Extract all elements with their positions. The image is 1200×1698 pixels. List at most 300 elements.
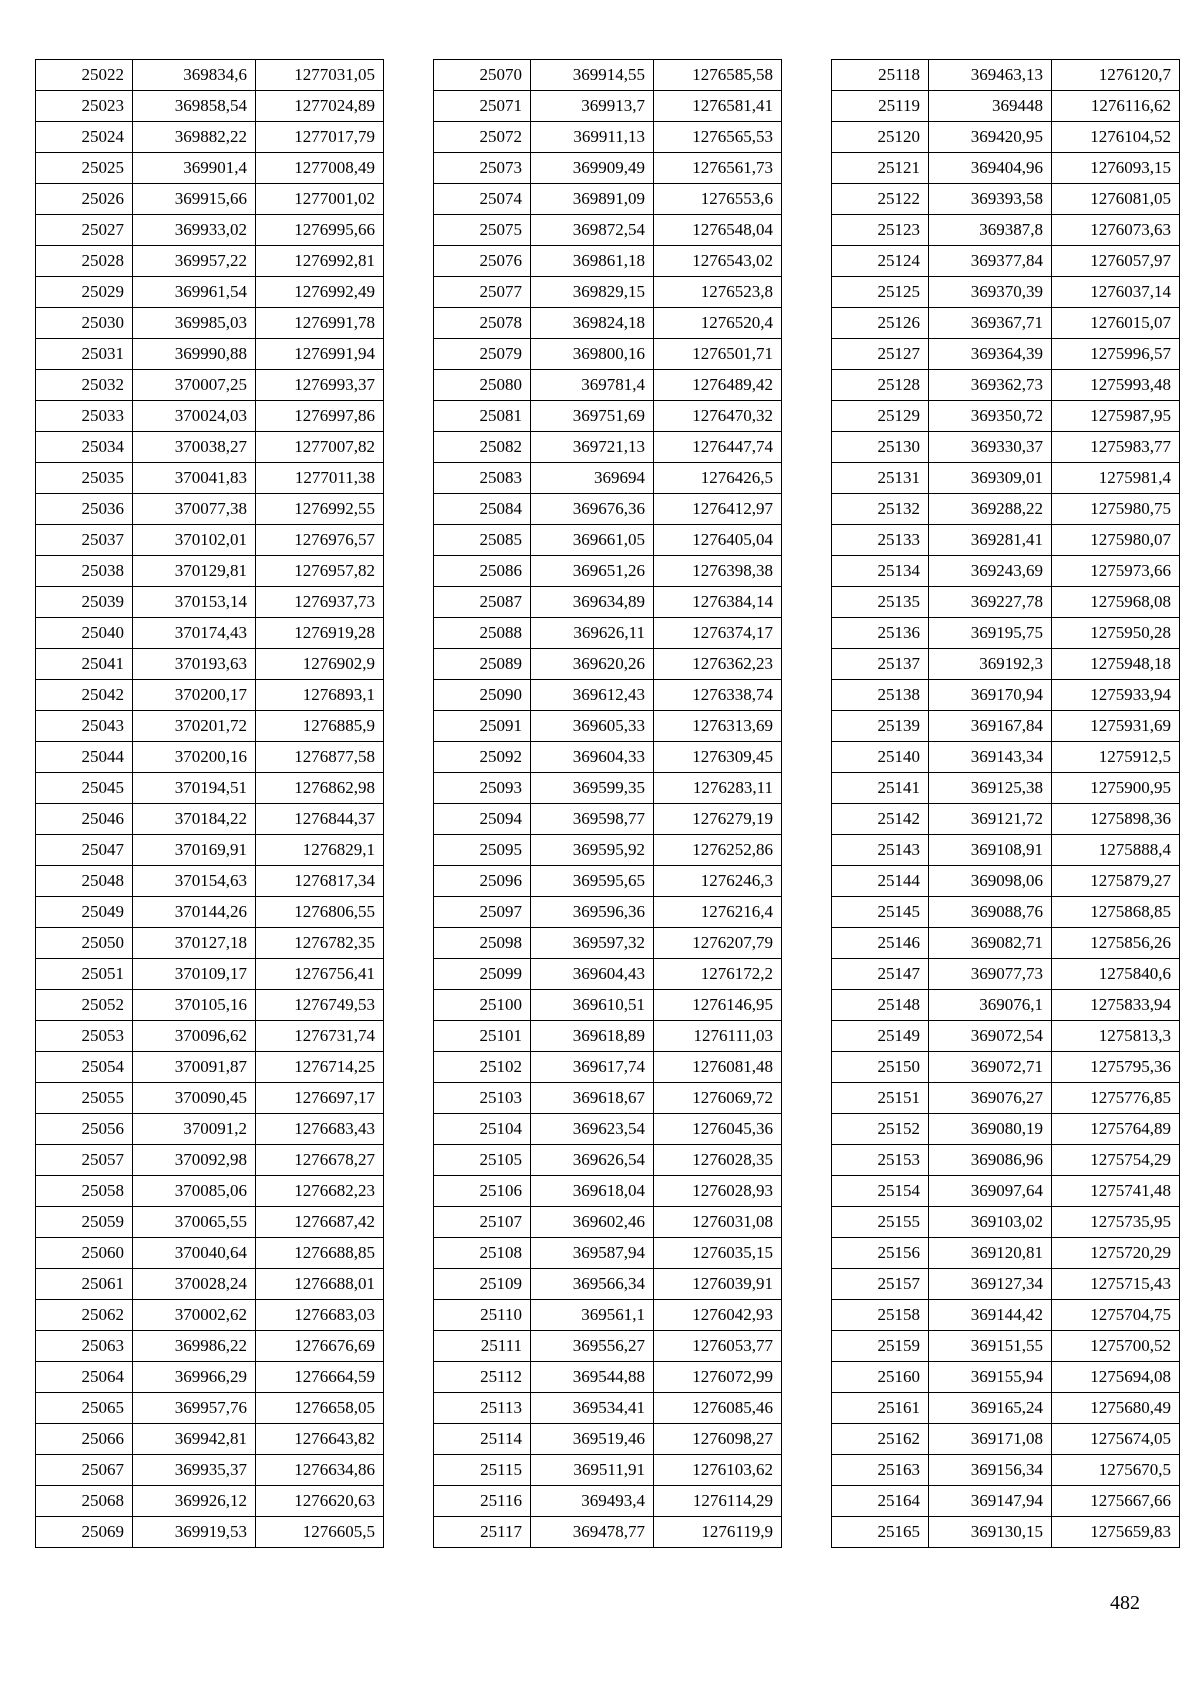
y-coordinate-cell: 1275694,08 (1052, 1362, 1180, 1393)
table-row (832, 928, 1180, 959)
table-row (36, 742, 384, 773)
y-coordinate-cell: 1276688,85 (256, 1238, 384, 1269)
x-coordinate-cell: 369227,78 (929, 587, 1052, 618)
x-coordinate-cell: 369596,36 (531, 897, 654, 928)
table-row (434, 1486, 782, 1517)
point-id-cell: 25155 (832, 1207, 929, 1238)
table-row (832, 1145, 1180, 1176)
y-coordinate-cell: 1276426,5 (654, 463, 782, 494)
x-coordinate-cell: 369556,27 (531, 1331, 654, 1362)
table-row (434, 773, 782, 804)
y-coordinate-cell: 1276246,3 (654, 866, 782, 897)
y-coordinate-cell: 1275968,08 (1052, 587, 1180, 618)
y-coordinate-cell: 1275950,28 (1052, 618, 1180, 649)
table-row (434, 1424, 782, 1455)
table-row (434, 1114, 782, 1145)
x-coordinate-cell: 369493,4 (531, 1486, 654, 1517)
x-coordinate-cell: 369661,05 (531, 525, 654, 556)
y-coordinate-cell: 1276037,14 (1052, 277, 1180, 308)
point-id-cell: 25030 (36, 308, 133, 339)
table-row (36, 804, 384, 835)
table-row (434, 680, 782, 711)
table-row (434, 1331, 782, 1362)
x-coordinate-cell: 369561,1 (531, 1300, 654, 1331)
y-coordinate-cell: 1275704,75 (1052, 1300, 1180, 1331)
table-row (434, 215, 782, 246)
y-coordinate-cell: 1275700,52 (1052, 1331, 1180, 1362)
table-row (36, 525, 384, 556)
point-id-cell: 25101 (434, 1021, 531, 1052)
x-coordinate-cell: 369309,01 (929, 463, 1052, 494)
y-coordinate-cell: 1275868,85 (1052, 897, 1180, 928)
point-id-cell: 25151 (832, 1083, 929, 1114)
table-row (36, 959, 384, 990)
page-number: 482 (1110, 1592, 1140, 1614)
point-id-cell: 25092 (434, 742, 531, 773)
x-coordinate-cell: 369957,76 (133, 1393, 256, 1424)
point-id-cell: 25077 (434, 277, 531, 308)
point-id-cell: 25122 (832, 184, 929, 215)
y-coordinate-cell: 1276039,91 (654, 1269, 782, 1300)
x-coordinate-cell: 369288,22 (929, 494, 1052, 525)
x-coordinate-cell: 369620,26 (531, 649, 654, 680)
x-coordinate-cell: 369676,36 (531, 494, 654, 525)
point-id-cell: 25128 (832, 370, 929, 401)
y-coordinate-cell: 1276957,82 (256, 556, 384, 587)
x-coordinate-cell: 369966,29 (133, 1362, 256, 1393)
point-id-cell: 25088 (434, 618, 531, 649)
x-coordinate-cell: 369097,64 (929, 1176, 1052, 1207)
table-row (832, 1424, 1180, 1455)
table-row (36, 1176, 384, 1207)
x-coordinate-cell: 370194,51 (133, 773, 256, 804)
y-coordinate-cell: 1276362,23 (654, 649, 782, 680)
y-coordinate-cell: 1276053,77 (654, 1331, 782, 1362)
table-row (434, 184, 782, 215)
table-row (434, 122, 782, 153)
table-row (832, 835, 1180, 866)
x-coordinate-cell: 369151,55 (929, 1331, 1052, 1362)
point-id-cell: 25098 (434, 928, 531, 959)
x-coordinate-cell: 369478,77 (531, 1517, 654, 1548)
table-row (832, 711, 1180, 742)
point-id-cell: 25044 (36, 742, 133, 773)
y-coordinate-cell: 1276374,17 (654, 618, 782, 649)
table-row (434, 370, 782, 401)
table-row (832, 1114, 1180, 1145)
x-coordinate-cell: 369144,42 (929, 1300, 1052, 1331)
x-coordinate-cell: 369781,4 (531, 370, 654, 401)
y-coordinate-cell: 1276045,36 (654, 1114, 782, 1145)
x-coordinate-cell: 369612,43 (531, 680, 654, 711)
point-id-cell: 25064 (36, 1362, 133, 1393)
y-coordinate-cell: 1276338,74 (654, 680, 782, 711)
table-row (434, 1362, 782, 1393)
point-id-cell: 25054 (36, 1052, 133, 1083)
point-id-cell: 25117 (434, 1517, 531, 1548)
point-id-cell: 25067 (36, 1455, 133, 1486)
point-id-cell: 25041 (36, 649, 133, 680)
point-id-cell: 25074 (434, 184, 531, 215)
x-coordinate-cell: 370092,98 (133, 1145, 256, 1176)
point-id-cell: 25132 (832, 494, 929, 525)
point-id-cell: 25099 (434, 959, 531, 990)
table-row (832, 680, 1180, 711)
x-coordinate-cell: 370028,24 (133, 1269, 256, 1300)
x-coordinate-cell: 370105,16 (133, 990, 256, 1021)
table-row (434, 339, 782, 370)
table-row (832, 990, 1180, 1021)
x-coordinate-cell: 369566,34 (531, 1269, 654, 1300)
y-coordinate-cell: 1277024,89 (256, 91, 384, 122)
x-coordinate-cell: 369882,22 (133, 122, 256, 153)
point-id-cell: 25032 (36, 370, 133, 401)
table-row (434, 60, 782, 91)
y-coordinate-cell: 1276523,8 (654, 277, 782, 308)
point-id-cell: 25112 (434, 1362, 531, 1393)
point-id-cell: 25104 (434, 1114, 531, 1145)
point-id-cell: 25038 (36, 556, 133, 587)
point-id-cell: 25100 (434, 990, 531, 1021)
y-coordinate-cell: 1276806,55 (256, 897, 384, 928)
point-id-cell: 25157 (832, 1269, 929, 1300)
y-coordinate-cell: 1275674,05 (1052, 1424, 1180, 1455)
x-coordinate-cell: 369990,88 (133, 339, 256, 370)
y-coordinate-cell: 1275933,94 (1052, 680, 1180, 711)
table-row (434, 587, 782, 618)
x-coordinate-cell: 370102,01 (133, 525, 256, 556)
x-coordinate-cell: 369127,34 (929, 1269, 1052, 1300)
y-coordinate-cell: 1276279,19 (654, 804, 782, 835)
y-coordinate-cell: 1276682,23 (256, 1176, 384, 1207)
point-id-cell: 25125 (832, 277, 929, 308)
y-coordinate-cell: 1276643,82 (256, 1424, 384, 1455)
x-coordinate-cell: 369618,04 (531, 1176, 654, 1207)
x-coordinate-cell: 369171,08 (929, 1424, 1052, 1455)
y-coordinate-cell: 1276553,6 (654, 184, 782, 215)
x-coordinate-cell: 370038,27 (133, 432, 256, 463)
point-id-cell: 25094 (434, 804, 531, 835)
coordinate-table-middle (433, 59, 782, 1548)
table-row (832, 401, 1180, 432)
x-coordinate-cell: 369463,13 (929, 60, 1052, 91)
x-coordinate-cell: 369957,22 (133, 246, 256, 277)
x-coordinate-cell: 369933,02 (133, 215, 256, 246)
y-coordinate-cell: 1276992,55 (256, 494, 384, 525)
x-coordinate-cell: 369544,88 (531, 1362, 654, 1393)
x-coordinate-cell: 369165,24 (929, 1393, 1052, 1424)
table-row (434, 1021, 782, 1052)
point-id-cell: 25023 (36, 91, 133, 122)
x-coordinate-cell: 369077,73 (929, 959, 1052, 990)
y-coordinate-cell: 1275667,66 (1052, 1486, 1180, 1517)
table-row (434, 432, 782, 463)
table-row (36, 463, 384, 494)
x-coordinate-cell: 369824,18 (531, 308, 654, 339)
y-coordinate-cell: 1276028,35 (654, 1145, 782, 1176)
y-coordinate-cell: 1276581,41 (654, 91, 782, 122)
y-coordinate-cell: 1276548,04 (654, 215, 782, 246)
y-coordinate-cell: 1276731,74 (256, 1021, 384, 1052)
point-id-cell: 25091 (434, 711, 531, 742)
x-coordinate-cell: 369170,94 (929, 680, 1052, 711)
x-coordinate-cell: 370200,17 (133, 680, 256, 711)
x-coordinate-cell: 369919,53 (133, 1517, 256, 1548)
y-coordinate-cell: 1276405,04 (654, 525, 782, 556)
point-id-cell: 25141 (832, 773, 929, 804)
table-row (434, 649, 782, 680)
table-row (36, 618, 384, 649)
y-coordinate-cell: 1276085,46 (654, 1393, 782, 1424)
table-row (36, 432, 384, 463)
table-row (36, 153, 384, 184)
x-coordinate-cell: 369377,84 (929, 246, 1052, 277)
x-coordinate-cell: 369195,75 (929, 618, 1052, 649)
x-coordinate-cell: 370193,63 (133, 649, 256, 680)
x-coordinate-cell: 369604,33 (531, 742, 654, 773)
table-row (434, 1207, 782, 1238)
y-coordinate-cell: 1276447,74 (654, 432, 782, 463)
table-row (36, 556, 384, 587)
table-row (832, 1083, 1180, 1114)
point-id-cell: 25042 (36, 680, 133, 711)
table-row (434, 1083, 782, 1114)
table-row (832, 370, 1180, 401)
point-id-cell: 25053 (36, 1021, 133, 1052)
y-coordinate-cell: 1276862,98 (256, 773, 384, 804)
table-row (434, 494, 782, 525)
table-row (832, 153, 1180, 184)
point-id-cell: 25165 (832, 1517, 929, 1548)
point-id-cell: 25123 (832, 215, 929, 246)
point-id-cell: 25127 (832, 339, 929, 370)
y-coordinate-cell: 1277001,02 (256, 184, 384, 215)
table-row (36, 494, 384, 525)
point-id-cell: 25142 (832, 804, 929, 835)
y-coordinate-cell: 1276207,79 (654, 928, 782, 959)
y-coordinate-cell: 1276470,32 (654, 401, 782, 432)
y-coordinate-cell: 1276283,11 (654, 773, 782, 804)
point-id-cell: 25124 (832, 246, 929, 277)
point-id-cell: 25063 (36, 1331, 133, 1362)
y-coordinate-cell: 1276885,9 (256, 711, 384, 742)
y-coordinate-cell: 1276081,48 (654, 1052, 782, 1083)
point-id-cell: 25058 (36, 1176, 133, 1207)
table-row (832, 1021, 1180, 1052)
point-id-cell: 25061 (36, 1269, 133, 1300)
table-row (36, 990, 384, 1021)
y-coordinate-cell: 1275973,66 (1052, 556, 1180, 587)
point-id-cell: 25111 (434, 1331, 531, 1362)
point-id-cell: 25034 (36, 432, 133, 463)
x-coordinate-cell: 369610,51 (531, 990, 654, 1021)
point-id-cell: 25076 (434, 246, 531, 277)
y-coordinate-cell: 1276634,86 (256, 1455, 384, 1486)
table-row (832, 1486, 1180, 1517)
y-coordinate-cell: 1276893,1 (256, 680, 384, 711)
table-row (832, 1455, 1180, 1486)
x-coordinate-cell: 370090,45 (133, 1083, 256, 1114)
x-coordinate-cell: 369913,7 (531, 91, 654, 122)
x-coordinate-cell: 369420,95 (929, 122, 1052, 153)
y-coordinate-cell: 1275813,3 (1052, 1021, 1180, 1052)
table-row (434, 1517, 782, 1548)
x-coordinate-cell: 369076,1 (929, 990, 1052, 1021)
point-id-cell: 25140 (832, 742, 929, 773)
x-coordinate-cell: 369143,34 (929, 742, 1052, 773)
y-coordinate-cell: 1276104,52 (1052, 122, 1180, 153)
point-id-cell: 25156 (832, 1238, 929, 1269)
table-row (832, 339, 1180, 370)
point-id-cell: 25119 (832, 91, 929, 122)
x-coordinate-cell: 369751,69 (531, 401, 654, 432)
x-coordinate-cell: 369617,74 (531, 1052, 654, 1083)
table-row (832, 1238, 1180, 1269)
table-row (832, 494, 1180, 525)
y-coordinate-cell: 1275980,75 (1052, 494, 1180, 525)
table-row (832, 1207, 1180, 1238)
y-coordinate-cell: 1275776,85 (1052, 1083, 1180, 1114)
y-coordinate-cell: 1276688,01 (256, 1269, 384, 1300)
point-id-cell: 25150 (832, 1052, 929, 1083)
y-coordinate-cell: 1275715,43 (1052, 1269, 1180, 1300)
x-coordinate-cell: 369387,8 (929, 215, 1052, 246)
y-coordinate-cell: 1276687,42 (256, 1207, 384, 1238)
point-id-cell: 25137 (832, 649, 929, 680)
x-coordinate-cell: 369534,41 (531, 1393, 654, 1424)
point-id-cell: 25105 (434, 1145, 531, 1176)
x-coordinate-cell: 369800,16 (531, 339, 654, 370)
y-coordinate-cell: 1275879,27 (1052, 866, 1180, 897)
point-id-cell: 25129 (832, 401, 929, 432)
table-row (36, 1238, 384, 1269)
point-id-cell: 25026 (36, 184, 133, 215)
y-coordinate-cell: 1276520,4 (654, 308, 782, 339)
table-row (434, 618, 782, 649)
point-id-cell: 25037 (36, 525, 133, 556)
point-id-cell: 25126 (832, 308, 929, 339)
point-id-cell: 25073 (434, 153, 531, 184)
y-coordinate-cell: 1276683,03 (256, 1300, 384, 1331)
x-coordinate-cell: 369243,69 (929, 556, 1052, 587)
x-coordinate-cell: 369167,84 (929, 711, 1052, 742)
x-coordinate-cell: 370041,83 (133, 463, 256, 494)
point-id-cell: 25113 (434, 1393, 531, 1424)
table-row (36, 928, 384, 959)
x-coordinate-cell: 369072,54 (929, 1021, 1052, 1052)
table-row (36, 1145, 384, 1176)
y-coordinate-cell: 1275996,57 (1052, 339, 1180, 370)
y-coordinate-cell: 1275840,6 (1052, 959, 1180, 990)
table-row (832, 91, 1180, 122)
x-coordinate-cell: 370201,72 (133, 711, 256, 742)
point-id-cell: 25115 (434, 1455, 531, 1486)
table-row (434, 804, 782, 835)
table-row (36, 122, 384, 153)
y-coordinate-cell: 1276605,5 (256, 1517, 384, 1548)
point-id-cell: 25153 (832, 1145, 929, 1176)
x-coordinate-cell: 369088,76 (929, 897, 1052, 928)
table-row (36, 60, 384, 91)
table-row (434, 835, 782, 866)
x-coordinate-cell: 369901,4 (133, 153, 256, 184)
point-id-cell: 25089 (434, 649, 531, 680)
point-id-cell: 25059 (36, 1207, 133, 1238)
x-coordinate-cell: 369618,89 (531, 1021, 654, 1052)
x-coordinate-cell: 369130,15 (929, 1517, 1052, 1548)
x-coordinate-cell: 369942,81 (133, 1424, 256, 1455)
table-row (36, 370, 384, 401)
point-id-cell: 25146 (832, 928, 929, 959)
x-coordinate-cell: 369350,72 (929, 401, 1052, 432)
y-coordinate-cell: 1276714,25 (256, 1052, 384, 1083)
y-coordinate-cell: 1277031,05 (256, 60, 384, 91)
point-id-cell: 25062 (36, 1300, 133, 1331)
table-row (36, 1083, 384, 1114)
point-id-cell: 25025 (36, 153, 133, 184)
x-coordinate-cell: 369103,02 (929, 1207, 1052, 1238)
table-row (832, 618, 1180, 649)
y-coordinate-cell: 1276114,29 (654, 1486, 782, 1517)
y-coordinate-cell: 1276028,93 (654, 1176, 782, 1207)
y-coordinate-cell: 1277011,38 (256, 463, 384, 494)
point-id-cell: 25080 (434, 370, 531, 401)
y-coordinate-cell: 1276042,93 (654, 1300, 782, 1331)
y-coordinate-cell: 1276756,41 (256, 959, 384, 990)
table-row (832, 1269, 1180, 1300)
table-row (832, 525, 1180, 556)
x-coordinate-cell: 369986,22 (133, 1331, 256, 1362)
point-id-cell: 25036 (36, 494, 133, 525)
x-coordinate-cell: 369618,67 (531, 1083, 654, 1114)
point-id-cell: 25060 (36, 1238, 133, 1269)
table-row (36, 1424, 384, 1455)
y-coordinate-cell: 1276412,97 (654, 494, 782, 525)
y-coordinate-cell: 1276902,9 (256, 649, 384, 680)
x-coordinate-cell: 369909,49 (531, 153, 654, 184)
table-row (832, 277, 1180, 308)
point-id-cell: 25110 (434, 1300, 531, 1331)
table-row (36, 1269, 384, 1300)
point-id-cell: 25056 (36, 1114, 133, 1145)
x-coordinate-cell: 369330,37 (929, 432, 1052, 463)
x-coordinate-cell: 370184,22 (133, 804, 256, 835)
table-row (36, 1486, 384, 1517)
table-row (832, 587, 1180, 618)
point-id-cell: 25134 (832, 556, 929, 587)
table-row (434, 277, 782, 308)
table-row (36, 1517, 384, 1548)
y-coordinate-cell: 1276561,73 (654, 153, 782, 184)
point-id-cell: 25031 (36, 339, 133, 370)
y-coordinate-cell: 1276384,14 (654, 587, 782, 618)
table-row (434, 556, 782, 587)
table-row (832, 1176, 1180, 1207)
x-coordinate-cell: 370174,43 (133, 618, 256, 649)
point-id-cell: 25028 (36, 246, 133, 277)
y-coordinate-cell: 1276937,73 (256, 587, 384, 618)
point-id-cell: 25043 (36, 711, 133, 742)
y-coordinate-cell: 1275981,4 (1052, 463, 1180, 494)
x-coordinate-cell: 369599,35 (531, 773, 654, 804)
x-coordinate-cell: 370169,91 (133, 835, 256, 866)
x-coordinate-cell: 370109,17 (133, 959, 256, 990)
point-id-cell: 25106 (434, 1176, 531, 1207)
point-id-cell: 25159 (832, 1331, 929, 1362)
table-row (36, 1455, 384, 1486)
point-id-cell: 25093 (434, 773, 531, 804)
x-coordinate-cell: 369872,54 (531, 215, 654, 246)
